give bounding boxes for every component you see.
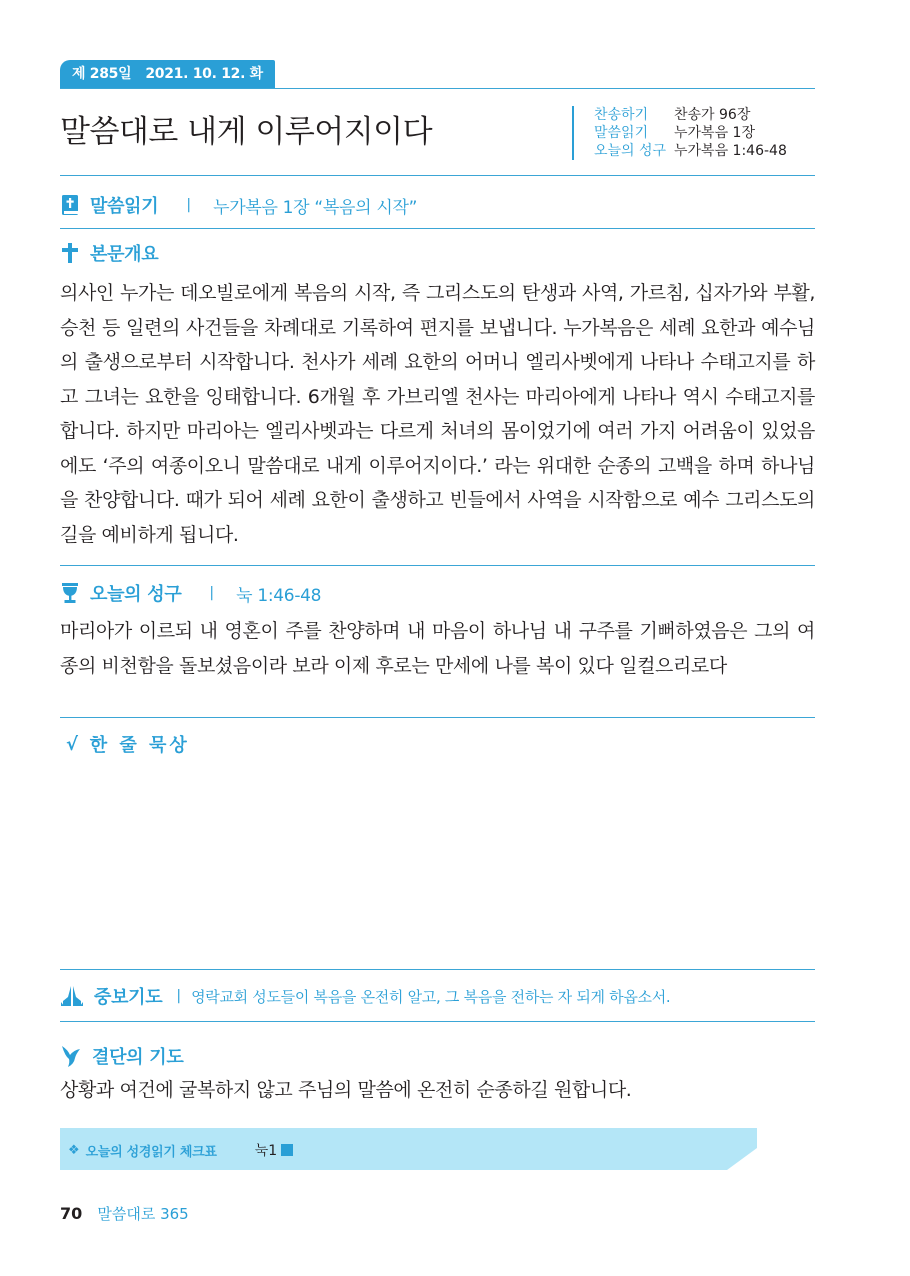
verse-section-header [60,580,321,606]
page-fold [727,1148,757,1170]
day-number: 제 285일 [72,66,132,82]
dove-icon [60,1044,82,1068]
date: 2021. 10. 12. 화 [145,66,263,82]
checklist-row [68,1140,293,1160]
checkbox[interactable] [281,1144,293,1156]
info-key: 찬송하기 [594,107,649,123]
info-row-verse [594,142,787,160]
info-row-reading [594,124,787,142]
page-footer [60,1203,189,1224]
divider [60,1021,815,1022]
info-value: 찬송가 96장 [674,107,751,123]
praying-hands-icon [60,985,84,1007]
verse-text: 마리아가 이르되 내 영혼이 주를 찬양하며 내 마음이 하나님 내 구주를 기뻐하였음은 그의 여종의 비천함을 돌보셨음이라 보라 이제 후로는 만세에 나를 복이 있다 일컬으리로다 [60,620,815,677]
checklist-item: 눅1 [254,1143,278,1159]
decision-label: 결단의 기도 [92,1047,184,1068]
diamond-icon: ❖ [68,1142,80,1158]
divider [60,228,815,229]
book-title: 말씀대로 365 [97,1205,189,1223]
reading-info [572,106,787,160]
info-value: 누가복음 1:46-48 [674,143,787,159]
checklist-label: 오늘의 성경읽기 체크표 [85,1144,217,1160]
divider [60,565,815,566]
info-key: 말씀읽기 [594,125,649,141]
overview-section-header [60,240,158,266]
overview-text: 의사인 누가는 데오빌로에게 복음의 시작, 즉 그리스도의 탄생과 사역, 가르침, 십자가와 부활, 승천 등 일련의 사건들을 차례대로 기록하여 편지를 보냅니다. 누가복음은 세례 요한과 예수님의 출생으로부터 시작합니다. 천사가 세례 요한의 어머니 엘리사벳에게 나타나 수태고지를 하고 그녀는 요한을 잉태합니다. 6개월 후 가브리엘 천사는 마리아에게 나타나 역시 수태고지를 합니다. 하지만 마리아는 엘리사벳과는 다르게 처녀의 몸이었기에 여러 가지 어려움이 있었음에도 ‘주의 여종이오니 말씀대로 내게 이루어지이다.’ 라는 위대한 순종의 고백을 하며 하나님을 찬양합니다. 때가 되어 세례 요한이 출생하고 빈들에서 사역을 시작함으로 예수 그리스도의 길을 예비하게 됩니다. [60,282,815,546]
verse-label: 오늘의 성구 [90,584,182,605]
reading-text: 누가복음 1장 “복음의 시작” [213,197,418,218]
decision-section-header [60,1043,183,1069]
info-row-hymn [594,106,787,124]
divider [60,175,815,176]
info-value: 누가복음 1장 [674,125,755,141]
divider [60,969,815,970]
reading-label: 말씀읽기 [90,196,159,217]
decision-text: 상황과 여건에 굴복하지 않고 주님의 말씀에 온전히 순종하길 원합니다. [60,1079,632,1101]
separator: | [209,585,215,601]
intercession-section [60,983,670,1009]
meditation-section-header [66,731,190,757]
reading-section-header [60,192,417,218]
verse-ref: 눅 1:46-48 [236,585,322,606]
reading-checklist [60,1128,757,1170]
date-tab [60,60,275,88]
chalice-icon [60,582,80,604]
info-key: 오늘의 성구 [594,143,667,159]
header-rule [60,88,815,89]
page-title: 말씀대로 내게 이루어지이다 [60,114,433,150]
page-number: 70 [60,1204,83,1223]
bible-icon [60,194,80,216]
separator: | [176,988,182,1004]
intercession-text: 영락교회 성도들이 복음을 온전히 알고, 그 복음을 전하는 자 되게 하옵소서. [191,987,671,1006]
check-mark-icon: √ [66,733,78,755]
divider [60,717,815,718]
overview-label: 본문개요 [90,244,159,265]
meditation-label: 한 줄 묵상 [89,735,190,756]
intercession-label: 중보기도 [94,987,163,1008]
separator: | [186,197,192,213]
cross-icon [60,242,80,264]
